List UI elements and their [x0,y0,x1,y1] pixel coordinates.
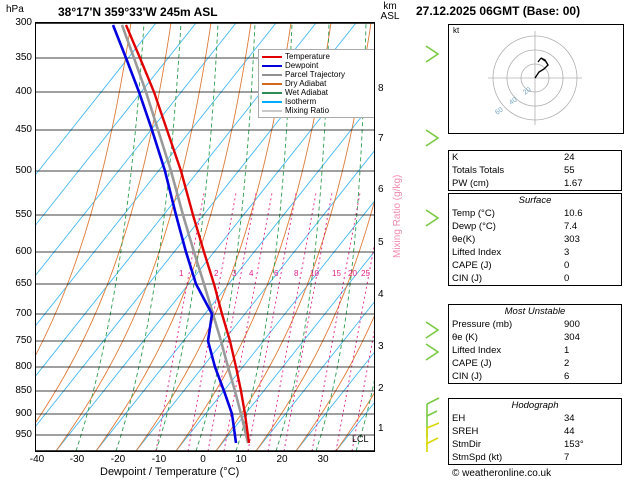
index-name-totals: Totals Totals [452,165,505,176]
hodograph-stats-table [448,398,622,465]
y-tick-950: 950 [15,429,32,440]
hodo-name-stmdir: StmDir [452,439,482,450]
table-row [449,425,621,438]
copyright-credit: © weatheronline.co.uk [452,468,552,479]
hodo-name-stmspd: StmSpd (kt) [452,452,503,463]
x-tick-10: 10 [235,454,247,465]
mixing-ratio-label-15: 15 [332,269,341,278]
station-title: 38°17'N 359°33'W 245m ASL [58,5,218,19]
y-tick-400: 400 [15,86,32,97]
surface-value-thetae: 303 [564,234,580,245]
mu-value-cape: 2 [564,358,570,369]
km-tick-4: 4 [378,289,384,300]
surface-name-temp: Temp (°C) [452,208,495,219]
hodograph-ring-label-60: 60 [494,106,505,117]
km-tick-2: 2 [378,383,384,394]
table-row [449,412,621,425]
surface-table [448,193,622,286]
surface-section-title: Surface [518,195,552,206]
y-tick-700: 700 [15,308,32,319]
table-row [449,259,621,272]
mu-name-cape: CAPE (J) [452,358,492,369]
legend-item-temperature [262,52,375,61]
y-tick-550: 550 [15,209,32,220]
hodograph-unit-label: kt [453,26,460,35]
wind-barb-column [424,24,446,452]
table-row [449,344,621,357]
index-name-pw: PW (cm) [452,178,489,189]
most-unstable-table [448,304,622,384]
index-value-totals: 55 [564,165,575,176]
index-value-k: 24 [564,152,575,163]
hodograph-plot [449,25,621,131]
asl-label: ASL [380,11,400,22]
table-row [449,207,621,220]
x-tick-20: 20 [276,454,288,465]
indices-table [448,150,622,191]
mixing-ratio-label-20: 20 [348,269,357,278]
table-row [449,331,621,344]
table-row [449,318,621,331]
x-tick-0: 0 [200,454,206,465]
legend-swatch-mixing-ratio [262,110,282,112]
hodograph-ring-label-20: 20 [522,86,533,97]
x-tick-30: 30 [317,454,329,465]
mu-value-pressure: 900 [564,319,580,330]
legend-swatch-temperature [262,56,282,58]
legend-label-parcel: Parcel Trajectory [285,70,346,79]
mu-name-thetae: θe (K) [452,332,478,343]
legend-label-dry-adiabat: Dry Adiabat [285,79,327,88]
valid-datetime: 27.12.2025 06GMT (Base: 00) [416,4,581,18]
surface-value-temp: 10.6 [564,208,583,219]
surface-name-thetae: θe(K) [452,234,476,245]
chart-legend [258,49,375,118]
mu-value-cin: 6 [564,371,570,382]
table-row [449,164,621,177]
legend-label-mixing-ratio: Mixing Ratio [285,106,330,115]
surface-name-cape: CAPE (J) [452,260,492,271]
y-tick-350: 350 [15,52,32,63]
surface-name-li: Lifted Index [452,247,502,258]
x-tick--20: -20 [110,454,126,465]
mu-name-li: Lifted Index [452,345,502,356]
y-tick-600: 600 [15,246,32,257]
y-tick-850: 850 [15,385,32,396]
surface-value-li: 3 [564,247,570,258]
km-tick-3: 3 [378,341,384,352]
pressure-axis-unit: hPa [6,4,24,15]
table-row [449,305,621,318]
mu-value-li: 1 [564,345,570,356]
hodo-value-sreh: 44 [564,426,575,437]
km-tick-5: 5 [378,237,384,248]
mixing-ratio-label-2: 2 [214,269,219,278]
mixing-ratio-label-3: 3 [232,269,237,278]
surface-value-cin: 0 [564,273,570,284]
index-name-k: K [452,152,459,163]
legend-swatch-isotherm [262,101,282,103]
skewt-plot-area [35,22,375,452]
hodograph-panel [448,24,624,134]
mu-section-title: Most Unstable [504,306,566,317]
legend-label-isotherm: Isotherm [285,97,317,106]
table-row [449,438,621,451]
x-tick--30: -30 [69,454,85,465]
mixing-ratio-label-1: 1 [179,269,184,278]
x-tick--10: -10 [151,454,167,465]
legend-item-isotherm [262,97,375,106]
hodo-value-eh: 34 [564,413,575,424]
km-tick-8: 8 [378,83,384,94]
y-tick-450: 450 [15,124,32,135]
legend-swatch-wet-adiabat [262,92,282,94]
legend-item-mixing-ratio [262,106,375,115]
y-tick-800: 800 [15,361,32,372]
km-tick-6: 6 [378,184,384,195]
hodo-section-title: Hodograph [511,400,559,411]
hodo-value-stmspd: 7 [564,452,570,463]
legend-label-wet-adiabat: Wet Adiabat [285,88,328,97]
hodo-name-eh: EH [452,413,466,424]
y-tick-500: 500 [15,165,32,176]
km-tick-7: 7 [378,133,384,144]
lcl-annotation: LCL [352,434,369,444]
mixing-ratio-axis-title: Mixing Ratio (g/kg) [392,174,403,258]
table-row [449,220,621,233]
km-tick-1: 1 [378,423,384,434]
mixing-ratio-label-25: 25 [361,269,370,278]
hodo-name-sreh: SREH [452,426,479,437]
km-label: km [383,1,397,12]
x-axis-title: Dewpoint / Temperature (°C) [100,466,240,478]
legend-item-wet-adiabat [262,88,375,97]
height-axis-unit [378,2,402,22]
y-tick-900: 900 [15,408,32,419]
surface-name-cin: CIN (J) [452,273,483,284]
table-row [449,357,621,370]
legend-label-dewpoint: Dewpoint [285,61,319,70]
legend-swatch-dewpoint [262,65,282,67]
index-value-pw: 1.67 [564,178,583,189]
legend-swatch-parcel [262,74,282,76]
table-row [449,370,621,383]
table-row [449,194,621,207]
y-tick-300: 300 [15,17,32,28]
table-row [449,272,621,285]
hodo-value-stmdir: 153° [564,439,584,450]
table-row [449,177,621,190]
mixing-ratio-label-4: 4 [249,269,254,278]
legend-swatch-dry-adiabat [262,83,282,85]
mixing-ratio-label-8: 8 [294,269,299,278]
legend-item-dewpoint [262,61,375,70]
table-row [449,151,621,164]
mixing-ratio-label-10: 10 [310,269,319,278]
surface-value-dewp: 7.4 [564,221,578,232]
surface-name-dewp: Dewp (°C) [452,221,496,232]
table-row [449,451,621,464]
mu-name-pressure: Pressure (mb) [452,319,513,330]
legend-item-dry-adiabat [262,79,375,88]
x-tick--40: -40 [29,454,45,465]
legend-label-temperature: Temperature [285,52,330,61]
mu-name-cin: CIN (J) [452,371,483,382]
y-tick-750: 750 [15,335,32,346]
mixing-ratio-label-6: 6 [274,269,279,278]
legend-item-parcel [262,70,375,79]
surface-value-cape: 0 [564,260,570,271]
table-row [449,246,621,259]
mu-value-thetae: 304 [564,332,580,343]
y-tick-650: 650 [15,278,32,289]
hodograph-ring-label-40: 40 [508,96,519,107]
table-row [449,399,621,412]
table-row [449,233,621,246]
